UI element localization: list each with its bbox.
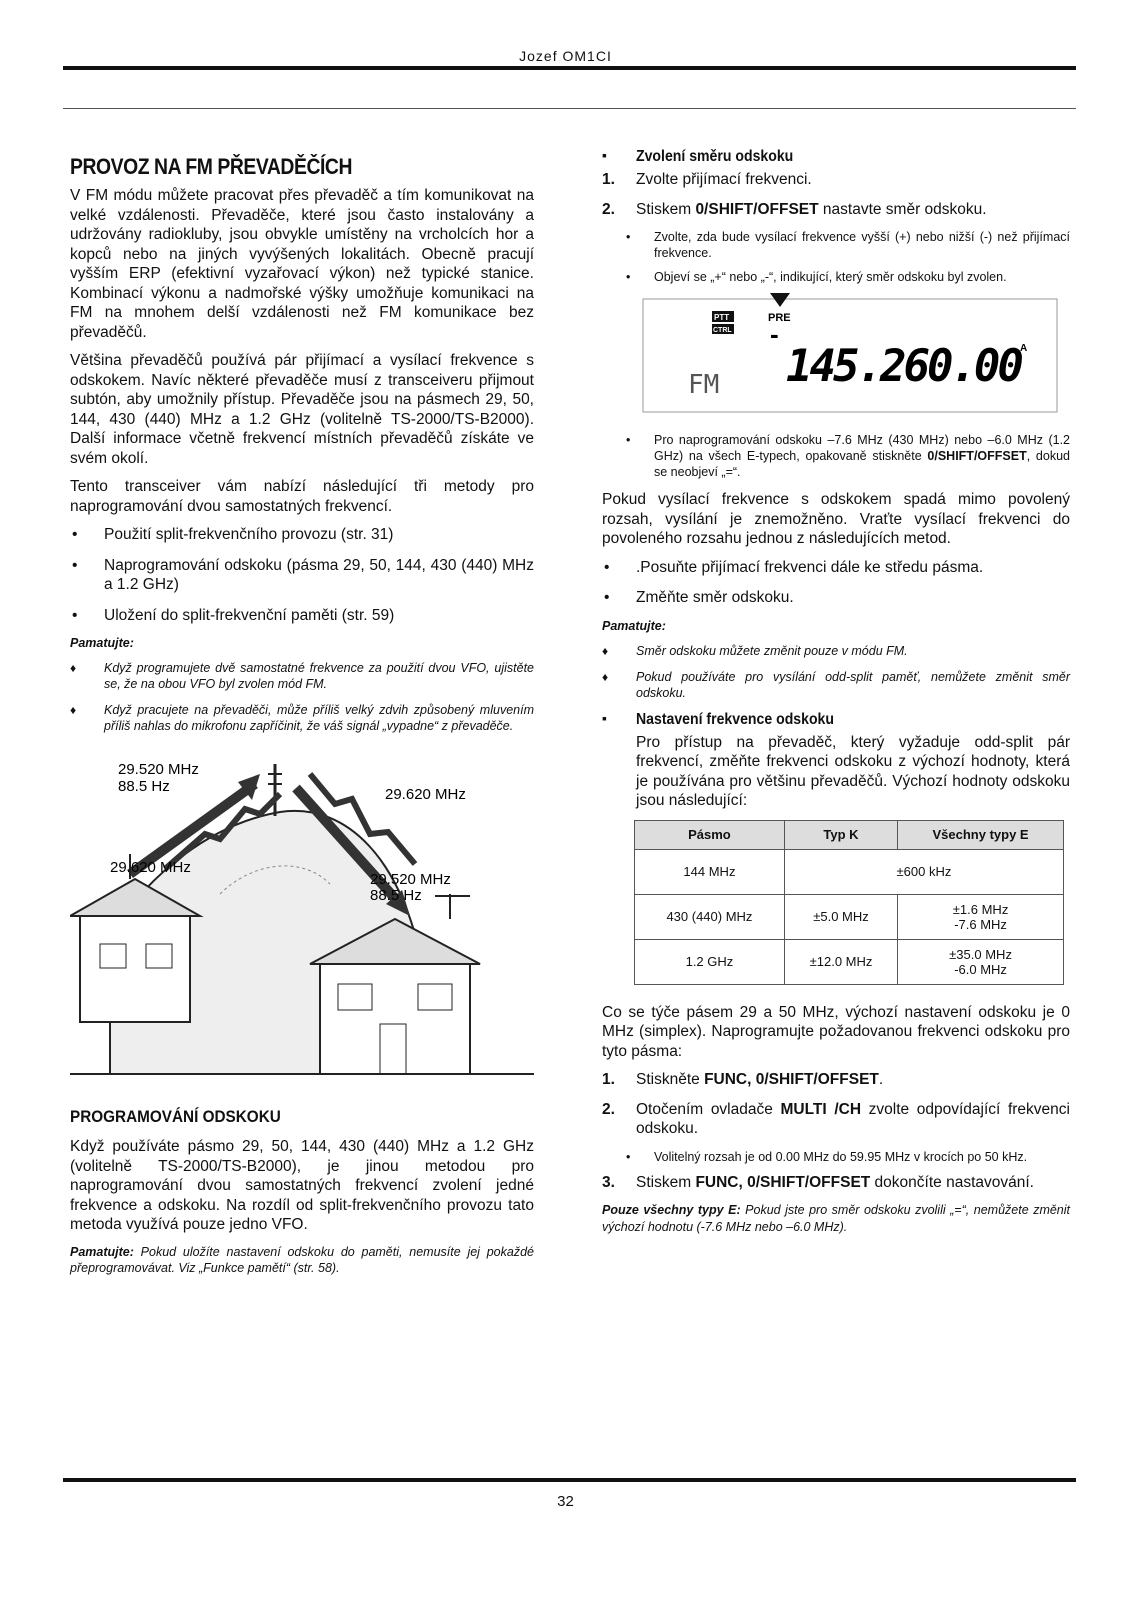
programming-paragraph: Když používáte pásmo 29, 50, 144, 430 (440) MHz a 1.2 GHz (volitelně TS-2000/TS-B2000), je jinou metodou pro naprogramování dvou samostatných frekvencí zvolení jedné frekvence a odskoku. Na rozdíl od split-frekvenčního provozu tato metoda využívá pouze jedno VFO.: [70, 1138, 534, 1233]
band-29-50-paragraph: Co se týče pásem 29 a 50 MHz, výchozí nastavení odskoku je 0 MHz (simplex). Naprogramujte požadovanou frekvenci odskoku pro tyto pásma:: [602, 1003, 1070, 1060]
pre-indicator: PRE: [768, 312, 791, 324]
programming-note-text: Pokud uložíte nastavení odskoku do paměti, nemusíte jej pokaždé přeprogramovávat. Viz „Funkce pamětí“ (str. 58).: [70, 1244, 534, 1275]
sub-item: • Objeví se „+“ nebo „-“, indikující, který směr odskoku byl zvolen.: [602, 269, 1070, 285]
footer-rule: [63, 1478, 1076, 1482]
intro-paragraph-2: Většina převaděčů používá pár přijímací a vysílací frekvence s odskokem. Navíc některé převaděče musí z transceiveru přijmout subtón, aby umožnily přístup. Převaděče jsou na pásmech 29, 50, 144, 430 (440) MHz a 1.2 GHz (volitelně TS-2000/TS-B2000). Další informace včetně frekvencí místních převaděčů získáte ve svém okolí.: [70, 352, 534, 467]
table-row: [635, 849, 1064, 894]
lcd-mode: FM: [688, 370, 720, 400]
freq-label: 29.620 MHz: [385, 786, 466, 803]
note-label: Pamatujte:: [70, 636, 134, 650]
step-3: 3. Stiskem FUNC, 0/SHIFT/OFFSET dokončíte nastavování.: [602, 1173, 1034, 1191]
table-header: Všechny typy E: [898, 820, 1064, 849]
remedy-item: • .Posuňte přijímací frekvenci dále ke středu pásma.: [602, 558, 1070, 578]
step-2: 2. Stiskem 0/SHIFT/OFFSET nastavte směr odskoku.: [602, 200, 987, 218]
programming-note-label: Pamatujte:: [70, 1244, 134, 1259]
step-1: 1. Stiskněte FUNC, 0/SHIFT/OFFSET.: [602, 1071, 884, 1088]
note-item: ♦ Pokud používáte pro vysílání odd-split paměť, nemůžete změnit směr odskoku.: [602, 669, 1070, 701]
table-header: Typ K: [784, 820, 897, 849]
intro-paragraph-1: V FM módu můžete pracovat přes převaděč a tím komunikovat na velké vzdálenosti. Převaděče, které jsou často instalovány a udržovány radiokluby, jsou obvykle umístěny na vrcholcích hor a kopců nebo na jiných vyvýšených lokalitách. Obecně pracují vyšším ERP (efektivní vyzařovací výkon) než typické stanice. Kombinací výkonu a nadmořské výšky umožňuje komunikaci na FM na mnohem delší vzdálenosti než FM komunikace bez převaděčů.: [70, 187, 534, 341]
note-item: ♦ Když programujete dvě samostatné frekvence za použití dvou VFO, ujistěte se, že na obou VFO byl zvolen mód FM.: [70, 660, 534, 692]
table-cell: 430 (440) MHz: [635, 894, 785, 939]
table-cell: ±1.6 MHz -7.6 MHz: [898, 894, 1064, 939]
method-item: • Použití split-frekvenčního provozu (str. 31): [70, 525, 534, 545]
sub-item: • Pro naprogramování odskoku –7.6 MHz (430 MHz) nebo –6.0 MHz (1.2 GHz) na všech E-typech, opakovaně stiskněte 0/SHIFT/OFFSET, dokud se neobjeví „=“.: [602, 432, 1070, 480]
final-note-text: Pokud jste pro směr odskoku zvolili „=“, nemůžete změnit výchozí hodnotu (-7.6 MHz nebo –6.0 MHz).: [602, 1203, 1071, 1234]
sub-item: • Volitelný rozsah je od 0.00 MHz do 59.95 MHz v krocích po 50 kHz.: [602, 1149, 1070, 1165]
sub-item: • Zvolte, zda bude vysílací frekvence vyšší (+) nebo nižší (-) než přijímací frekvence.: [602, 229, 1070, 261]
lcd-frequency: 145.260.00: [786, 341, 1021, 392]
table-header: Pásmo: [635, 820, 785, 849]
offset-table: [634, 820, 1064, 985]
house-left: [80, 912, 190, 1022]
repeater-illustration-svg: [70, 744, 534, 1084]
table-cell: 144 MHz: [635, 849, 785, 894]
table-cell: ±600 kHz: [784, 849, 1063, 894]
lcd-display-svg: [642, 293, 1058, 413]
remedy-item: • Změňte směr odskoku.: [602, 588, 1070, 608]
table-cell: ±5.0 MHz: [784, 894, 897, 939]
header-author: Jozef OM1CI: [519, 48, 612, 64]
repeater-illustration: [70, 744, 534, 1089]
intro-paragraph-3: Tento transceiver vám nabízí následující tři metody pro naprogramování dvou samostatných frekvencí.: [70, 478, 534, 515]
vfo-indicator: A: [1020, 343, 1028, 354]
tone-label: 88.5 Hz: [118, 778, 170, 795]
final-note: [602, 1202, 1070, 1235]
table-header-row: [635, 820, 1064, 849]
header-rule-thick: [63, 66, 1076, 70]
note-item: ♦ Když pracujete na převaděči, může příliš velký zdvih způsobený mluvením příliš nahlas do mikrofonu zapříčinit, že váš signál „vypadne“ z převaděče.: [70, 702, 534, 734]
programming-note: [70, 1244, 534, 1277]
freq-label: 29.520 MHz: [370, 871, 451, 888]
tone-label: 88.5 Hz: [370, 887, 422, 904]
section-heading-offset: ▪ Nastavení frekvence odskoku: [602, 711, 1070, 729]
lcd-display: [642, 293, 1070, 418]
step-2: 2. Otočením ovladače MULTI /CH zvolte odpovídající frekvenci odskoku.: [602, 1100, 1070, 1137]
right-column: [602, 148, 1070, 1243]
table-row: [635, 939, 1064, 984]
section-title-programming: PROGRAMOVÁNÍ ODSKOKU: [70, 1107, 281, 1126]
freq-label: 29.520 MHz: [118, 761, 199, 778]
table-cell: ±12.0 MHz: [784, 939, 897, 984]
offset-paragraph: Pro přístup na převaděč, který vyžaduje odd-split pár frekvencí, změňte frekvenci odskoku z výchozí hodnoty, která je používána pro většinu převaděčů. Výchozí hodnoty odskoku jsou následující:: [636, 733, 1070, 809]
note-label: Pamatujte:: [602, 618, 666, 633]
ptt-indicator: PTT: [714, 313, 730, 322]
page-number: 32: [557, 1493, 574, 1510]
section-heading-direction: ▪ Zvolení směru odskoku: [602, 148, 1070, 166]
method-item: • Uložení do split-frekvenční paměti (str. 59): [70, 606, 534, 626]
left-column: [70, 148, 534, 1285]
table-row: [635, 894, 1064, 939]
page-title: PROVOZ NA FM PŘEVADĚČÍCH: [70, 154, 353, 179]
step-1: 1. Zvolte přijímací frekvenci.: [602, 171, 812, 188]
method-item: • Naprogramování odskoku (pásma 29, 50, 144, 430 (440) MHz a 1.2 GHz): [70, 556, 534, 595]
header-rule-thin: [63, 108, 1076, 109]
final-note-label: Pouze všechny typy E:: [602, 1203, 741, 1217]
ctrl-indicator: CTRL: [713, 327, 732, 334]
table-cell: ±35.0 MHz -6.0 MHz: [898, 939, 1064, 984]
shift-sign: -: [770, 319, 779, 349]
note-item: ♦ Směr odskoku můžete změnit pouze v módu FM.: [602, 643, 1070, 659]
out-of-range-paragraph: Pokud vysílací frekvence s odskokem spadá mimo povolený rozsah, vysílání je znemožněno. Vraťte vysílací frekvenci do povoleného rozsahu jednou z následujících metod.: [602, 491, 1070, 547]
table-cell: 1.2 GHz: [635, 939, 785, 984]
freq-label: 29.620 MHz: [110, 859, 191, 876]
